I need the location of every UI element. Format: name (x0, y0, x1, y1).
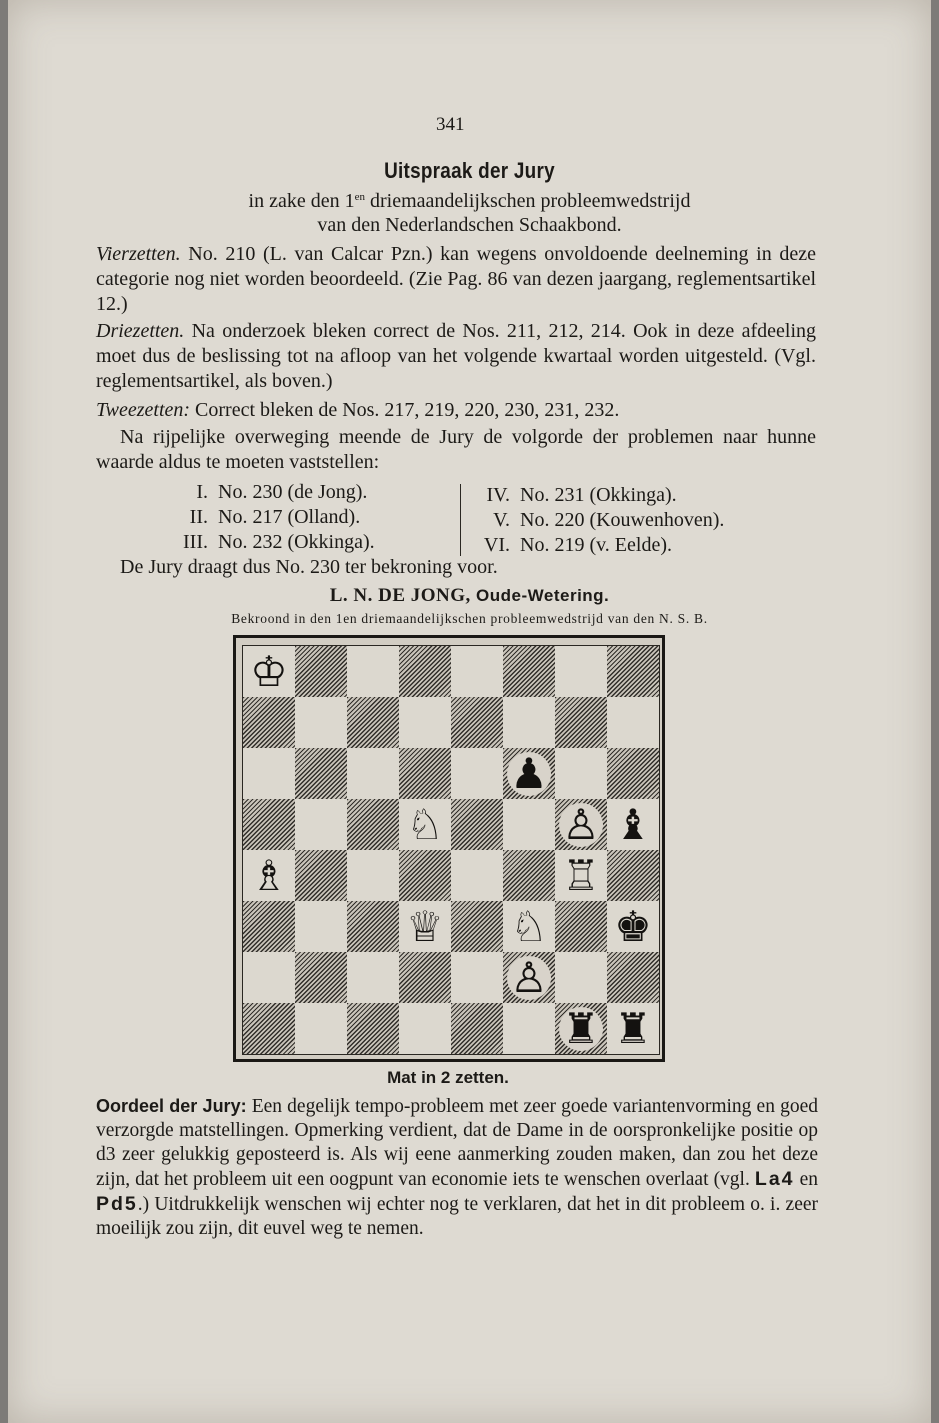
board-square (607, 646, 659, 697)
verdict-and: en (794, 1169, 818, 1190)
board-square (347, 697, 399, 748)
label-driezetten: Driezetten. (96, 320, 185, 342)
board-square (243, 646, 295, 697)
ranking-intro: Na rijpelijke overweging meende de Jury de volgorde der problemen naar hunne waarde aldus te moeten vaststellen: (96, 426, 816, 473)
board-square (243, 1003, 295, 1054)
verdict-text-2: .) Uitdrukkelijk wenschen wij echter nog te verklaren, dat het in dit probleem o. i. zeer moeilijk zou zijn, dit euvel weg te nemen. (96, 1194, 818, 1239)
chess-board (243, 646, 659, 1054)
ranking-item (470, 533, 724, 558)
board-square (451, 850, 503, 901)
white-queen-icon: ♕ (406, 901, 444, 951)
board-square (295, 697, 347, 748)
verdict-lead: Oordeel der Jury: (96, 1096, 247, 1116)
board-square (347, 901, 399, 952)
board-square (243, 697, 295, 748)
board-square (347, 799, 399, 850)
ranking-divider (460, 484, 461, 556)
rank-num: V. (493, 509, 510, 531)
verdict-move-1: La4 (754, 1168, 795, 1190)
board-square (555, 1003, 607, 1054)
black-pawn-icon: ♟ (507, 752, 551, 796)
rank-text: No. 231 (Okkinga). (520, 484, 677, 506)
board-square (399, 697, 451, 748)
subtitle-post: driemaandelijkschen probleemwedstrijd (365, 190, 691, 212)
board-square (295, 646, 347, 697)
board-square (503, 697, 555, 748)
black-rook-icon: ♜ (614, 1003, 652, 1053)
board-square (607, 952, 659, 1003)
paragraph-vierzetten (96, 242, 816, 317)
board-square (607, 1003, 659, 1054)
paragraph-driezetten (96, 319, 816, 394)
paragraph-ranking-intro (96, 425, 816, 475)
diagram-caption: Mat in 2 zetten. (387, 1068, 509, 1087)
ranking-item (470, 508, 724, 533)
rank-text: No. 219 (v. Eelde). (520, 534, 672, 556)
conclusion: De Jury draagt dus No. 230 ter bekroning voor. (120, 556, 498, 578)
page-title: Uitspraak der Jury (384, 158, 555, 183)
rank-num: VI. (483, 534, 510, 556)
black-king-icon: ♚ (614, 901, 652, 951)
board-square (243, 952, 295, 1003)
award-line: Bekroond in den 1en driemaandelijkschen probleemwedstrijd van den N. S. B. (231, 611, 708, 626)
board-square (295, 850, 347, 901)
page (8, 0, 931, 1423)
board-square (555, 646, 607, 697)
problem-author (8, 585, 931, 607)
board-square (347, 748, 399, 799)
subtitle-line-1 (8, 190, 931, 213)
white-pawn-icon: ♙ (559, 803, 603, 847)
text-vierzetten: No. 210 (L. van Calcar Pzn.) kan wegens onvoldoende deelneming in deze categorie nog niet worden beoordeeld. (Zie Pag. 86 van dezen jaargang, reglementsartikel 12.) (96, 243, 816, 315)
board-square (451, 1003, 503, 1054)
subtitle-pre: in zake den 1 (248, 190, 355, 212)
board-square (503, 748, 555, 799)
board-square (243, 901, 295, 952)
text-tweezetten: Correct bleken de Nos. 217, 219, 220, 230, 231, 232. (190, 399, 620, 421)
board-square (503, 850, 555, 901)
rank-num: III. (183, 531, 208, 553)
board-square (555, 748, 607, 799)
white-rook-icon: ♖ (562, 850, 600, 900)
board-square (555, 697, 607, 748)
board-square (243, 748, 295, 799)
board-square (295, 901, 347, 952)
board-square (503, 901, 555, 952)
board-square (399, 646, 451, 697)
rank-num: II. (189, 506, 208, 528)
white-knight-icon: ♘ (510, 901, 548, 951)
board-square (607, 748, 659, 799)
chess-diagram (233, 635, 665, 1062)
rank-text: No. 217 (Olland). (218, 506, 361, 528)
board-square (451, 748, 503, 799)
board-square (503, 646, 555, 697)
board-square (295, 1003, 347, 1054)
board-square (243, 850, 295, 901)
board-square (607, 799, 659, 850)
white-pawn-icon: ♙ (507, 956, 551, 1000)
ranking-left (168, 480, 375, 555)
subtitle-line-2: van den Nederlandschen Schaakbond. (317, 214, 622, 236)
board-square (503, 1003, 555, 1054)
rank-num: I. (196, 481, 208, 503)
board-square (243, 799, 295, 850)
board-square (555, 850, 607, 901)
board-square (451, 646, 503, 697)
ranking-item (168, 505, 375, 530)
board-square (451, 697, 503, 748)
label-vierzetten: Vierzetten. (96, 243, 181, 265)
ranking-right (470, 483, 724, 558)
board-square (607, 850, 659, 901)
board-square (607, 697, 659, 748)
black-bishop-icon: ♝ (614, 799, 652, 849)
board-square (399, 952, 451, 1003)
board-square (295, 748, 347, 799)
board-square (555, 901, 607, 952)
ranking-item (168, 530, 375, 555)
board-square (451, 952, 503, 1003)
white-knight-icon: ♘ (406, 799, 444, 849)
paragraph-tweezetten (96, 398, 816, 423)
board-square (347, 952, 399, 1003)
white-bishop-icon: ♗ (250, 850, 288, 900)
ranking-item (168, 480, 375, 505)
board-square (347, 1003, 399, 1054)
board-square (295, 952, 347, 1003)
author-place: Oude-Wetering. (476, 586, 610, 605)
subtitle-sup: en (354, 191, 365, 203)
verdict-text-1: Een degelijk tempo-probleem met zeer goede variantenvorming en goed verzorgde matstellingen. Opmerking verdient, dat de Dame in de oorspronkelijke positie op d3 zeer gelukkig geposteerd is. Als wij eene aanmerking zouden maken, dan zou het deze zijn, dat het probleem uit een oogpunt van economie iets te wenschen overlaat (vgl. (96, 1096, 819, 1190)
board-square (399, 901, 451, 952)
board-square (503, 952, 555, 1003)
label-tweezetten: Tweezetten: (96, 399, 191, 421)
rank-text: No. 220 (Kouwenhoven). (520, 509, 725, 531)
verdict-move-2: Pd5 (96, 1193, 138, 1215)
board-square (295, 799, 347, 850)
white-king-icon: ♔ (250, 646, 288, 696)
board-square (399, 748, 451, 799)
board-square (451, 799, 503, 850)
board-square (503, 799, 555, 850)
text-driezetten: Na onderzoek bleken correct de Nos. 211, 212, 214. Ook in deze afdeeling moet dus de beslissing tot na afloop van het volgende kwartaal worden uitgesteld. (Vgl. reglementsartikel, als boven.) (96, 320, 816, 392)
rank-text: No. 230 (de Jong). (218, 481, 368, 503)
board-square (399, 799, 451, 850)
author-name: L. N. DE JONG, (329, 585, 471, 606)
ranking-item (470, 483, 724, 508)
black-rook-icon: ♜ (559, 1007, 603, 1051)
page-number: 341 (436, 114, 465, 135)
board-square (555, 952, 607, 1003)
board-square (451, 901, 503, 952)
board-square (555, 799, 607, 850)
board-square (347, 646, 399, 697)
rank-text: No. 232 (Okkinga). (218, 531, 375, 553)
jury-verdict (96, 1094, 818, 1241)
rank-num: IV. (486, 484, 510, 506)
board-square (399, 1003, 451, 1054)
board-square (607, 901, 659, 952)
board-square (347, 850, 399, 901)
board-square (399, 850, 451, 901)
